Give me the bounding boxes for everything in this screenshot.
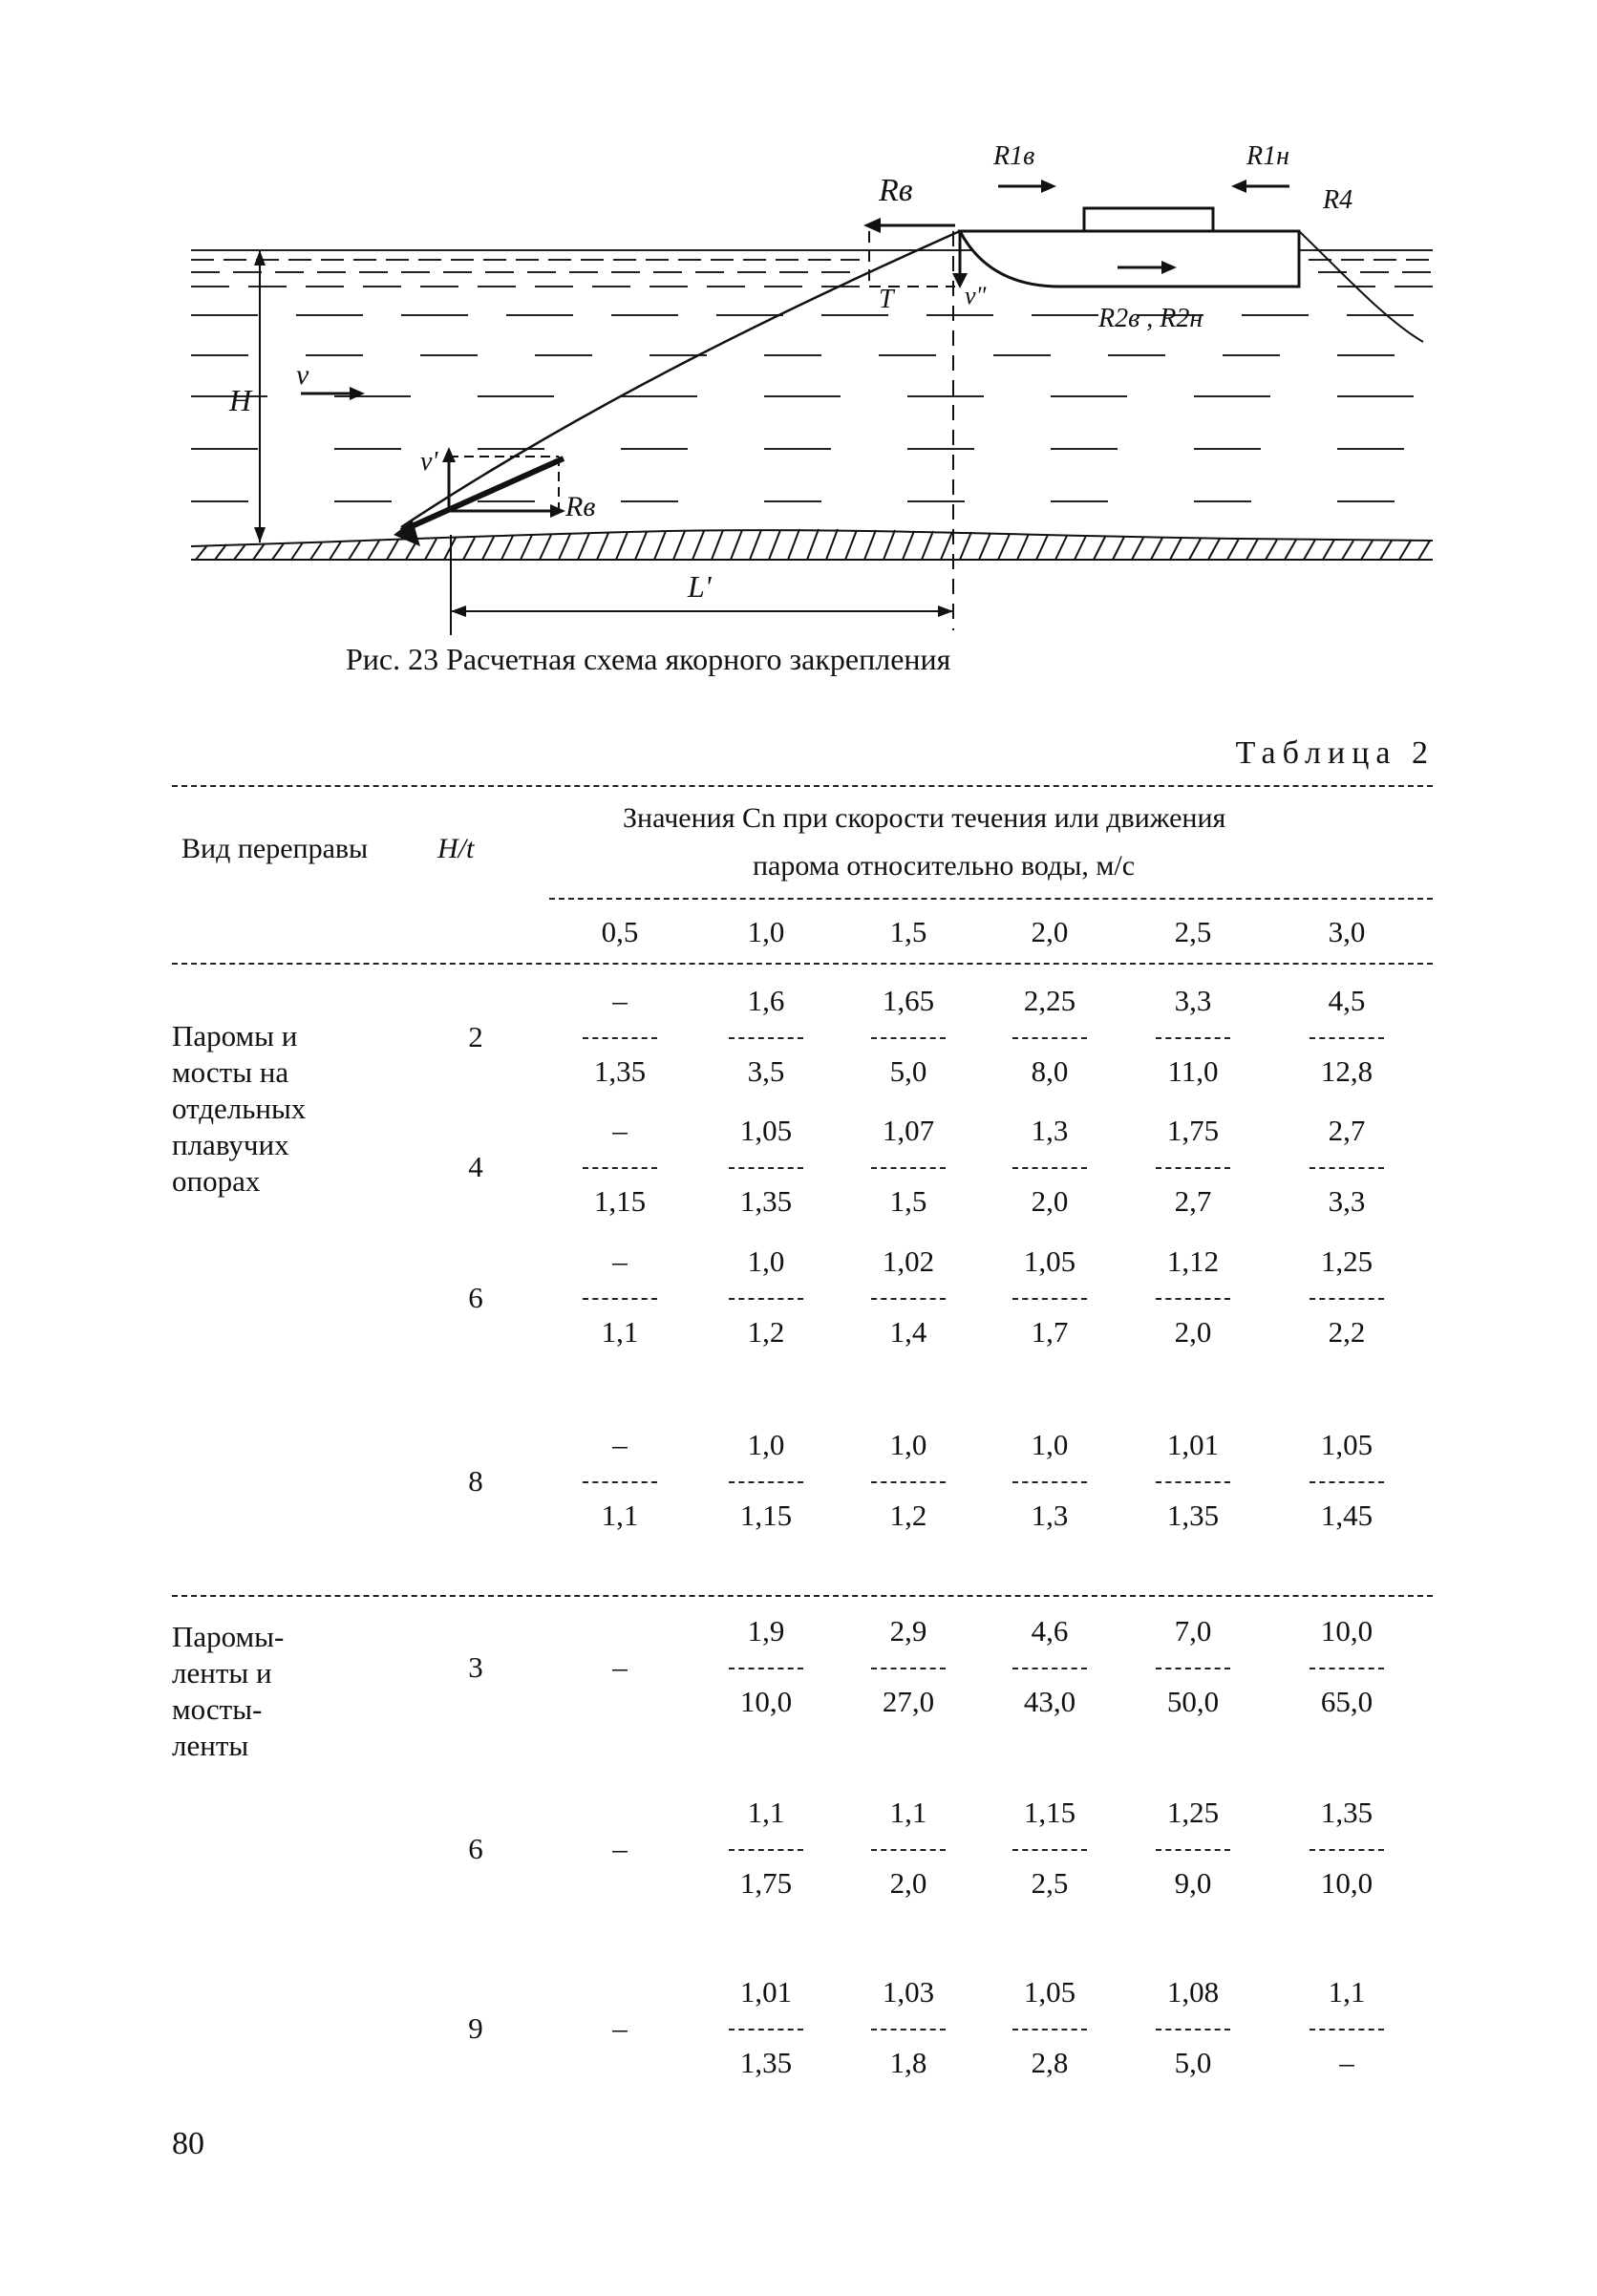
fraction-bar <box>1156 1668 1230 1669</box>
fraction-bar <box>1156 1298 1230 1300</box>
ferry-hull <box>960 208 1299 287</box>
fraction-numerator: 1,12 <box>1166 1244 1220 1278</box>
fraction-numerator: 1,0 <box>889 1428 927 1461</box>
speed-header: 0,5 <box>601 915 639 948</box>
fraction-denominator: 65,0 <box>1320 1685 1373 1718</box>
speed-header: 1,0 <box>747 915 785 948</box>
col-header-values-1: Значения Cn при скорости течения или движения <box>623 802 1226 834</box>
label-R2: R2в , R2н <box>1098 304 1203 333</box>
label-Rv: Rв <box>565 491 596 522</box>
figure-caption: Рис. 23 Расчетная схема якорного закрепления <box>346 642 951 676</box>
fraction-denominator: 1,35 <box>593 1054 647 1088</box>
fraction-numerator: 1,3 <box>1031 1114 1069 1147</box>
fraction-denominator: 1,4 <box>889 1315 927 1349</box>
fraction-numerator: 3,3 <box>1174 984 1212 1017</box>
fraction-numerator: 2,9 <box>889 1614 927 1648</box>
fraction-denominator: 1,2 <box>747 1315 785 1349</box>
col-header-kind: Вид переправы <box>181 833 369 864</box>
fraction-denominator: 1,2 <box>889 1499 927 1532</box>
fraction-numerator: 1,02 <box>882 1244 935 1278</box>
group-name-2: Паромы-ленты и мосты-ленты <box>172 1620 285 1762</box>
group-name-1: Паромы и мосты на отдельных плавучих опорах <box>172 1019 307 1198</box>
fraction-bar <box>583 1298 657 1300</box>
fraction-numerator: 10,0 <box>1320 1614 1373 1648</box>
fraction-bar <box>729 1167 803 1169</box>
fraction-denominator: 2,8 <box>1031 2046 1069 2079</box>
fraction-bar <box>1310 2029 1384 2030</box>
label-H: H <box>229 383 252 417</box>
fraction-numerator: 1,0 <box>747 1428 785 1461</box>
label-R4: R4 <box>1323 185 1353 215</box>
speed-header: 2,5 <box>1174 915 1212 948</box>
fraction-bar <box>1012 1849 1087 1851</box>
fraction-denominator: 27,0 <box>882 1685 935 1718</box>
fraction-denominator: 1,15 <box>739 1499 793 1532</box>
fraction-numerator: 1,08 <box>1166 1975 1220 2009</box>
fraction-numerator: 1,75 <box>1166 1114 1220 1147</box>
fraction-denominator: 9,0 <box>1174 1866 1212 1900</box>
fraction-numerator: 1,25 <box>1320 1244 1373 1278</box>
fraction-denominator: 1,3 <box>1031 1499 1069 1532</box>
fraction-numerator: 1,1 <box>747 1796 785 1829</box>
fraction-bar <box>729 1037 803 1039</box>
fraction-denominator: 2,7 <box>1174 1184 1212 1218</box>
fraction-bar <box>871 1167 946 1169</box>
fraction-bar <box>871 1037 946 1039</box>
label-RB: Rв <box>879 173 913 208</box>
fraction-numerator: 4,5 <box>1328 984 1366 1017</box>
fraction-bar <box>1310 1849 1384 1851</box>
fraction-bar <box>1012 2029 1087 2030</box>
fraction-denominator: 2,0 <box>889 1866 927 1900</box>
fraction-numerator: 1,65 <box>882 984 935 1017</box>
fraction-denominator: 10,0 <box>1320 1866 1373 1900</box>
fraction-bar <box>1310 1167 1384 1169</box>
row-ht: 6 <box>468 1832 483 1865</box>
fraction-bar <box>1156 1849 1230 1851</box>
fraction-denominator: 43,0 <box>1023 1685 1076 1718</box>
row-first-value: – <box>612 1832 628 1865</box>
fraction-bar <box>1310 1668 1384 1669</box>
label-T: T <box>879 285 894 314</box>
fraction-bar <box>583 1481 657 1483</box>
fraction-denominator: 10,0 <box>739 1685 793 1718</box>
fraction-denominator: 3,5 <box>747 1054 785 1088</box>
fraction-bar <box>871 1668 946 1669</box>
fraction-numerator: – <box>612 1428 628 1461</box>
fraction-denominator: 1,5 <box>889 1184 927 1218</box>
fraction-bar <box>1156 1481 1230 1483</box>
fraction-numerator: – <box>612 984 628 1017</box>
fraction-numerator: 4,6 <box>1031 1614 1069 1648</box>
fraction-bar <box>1012 1037 1087 1039</box>
fraction-denominator: 5,0 <box>889 1054 927 1088</box>
fraction-bar <box>583 1037 657 1039</box>
page-number: 80 <box>172 2126 204 2161</box>
row-first-value: – <box>612 1650 628 1684</box>
fraction-denominator: 1,1 <box>601 1315 639 1349</box>
fraction-numerator: 1,05 <box>1023 1244 1076 1278</box>
label-v: v <box>296 359 309 391</box>
fraction-denominator: 1,35 <box>1166 1499 1220 1532</box>
fraction-bar <box>871 1481 946 1483</box>
table-top-rule <box>172 785 1433 787</box>
fraction-numerator: 2,7 <box>1328 1114 1366 1147</box>
fraction-numerator: 1,1 <box>889 1796 927 1829</box>
fraction-numerator: 1,6 <box>747 984 785 1017</box>
fraction-numerator: 1,01 <box>739 1975 793 2009</box>
fraction-bar <box>1012 1167 1087 1169</box>
fraction-bar <box>1310 1481 1384 1483</box>
row-ht: 2 <box>468 1020 483 1053</box>
fraction-numerator: 1,25 <box>1166 1796 1220 1829</box>
fraction-denominator: 1,7 <box>1031 1315 1069 1349</box>
fraction-numerator: 1,15 <box>1023 1796 1076 1829</box>
anchor-scheme-figure <box>0 0 1597 649</box>
fraction-denominator: 1,75 <box>739 1866 793 1900</box>
fraction-denominator: 1,45 <box>1320 1499 1373 1532</box>
fraction-denominator: 1,8 <box>889 2046 927 2079</box>
col-header-ht: H/t <box>437 833 475 864</box>
anchor-cable <box>401 231 960 527</box>
speed-header: 2,0 <box>1031 915 1069 948</box>
fraction-denominator: 11,0 <box>1167 1054 1219 1088</box>
fraction-bar <box>871 1849 946 1851</box>
fraction-denominator: 1,15 <box>593 1184 647 1218</box>
fraction-bar <box>1012 1298 1087 1300</box>
fraction-numerator: 1,35 <box>1320 1796 1373 1829</box>
fraction-denominator: 2,5 <box>1031 1866 1069 1900</box>
fraction-denominator: 2,0 <box>1031 1184 1069 1218</box>
fraction-numerator: 1,05 <box>1320 1428 1373 1461</box>
fraction-bar <box>1012 1668 1087 1669</box>
row-ht: 6 <box>468 1281 483 1314</box>
fraction-denominator: 1,35 <box>739 2046 793 2079</box>
fraction-bar <box>729 1298 803 1300</box>
row-first-value: – <box>612 2011 628 2045</box>
fraction-numerator: – <box>612 1114 628 1147</box>
fraction-numerator: – <box>612 1244 628 1278</box>
header-bottom-rule <box>172 963 1433 965</box>
fraction-denominator: 2,2 <box>1328 1315 1366 1349</box>
fraction-bar <box>871 1298 946 1300</box>
label-vp: v' <box>420 447 438 477</box>
fraction-bar <box>1310 1037 1384 1039</box>
fraction-numerator: 1,1 <box>1328 1975 1366 2009</box>
fraction-numerator: 1,9 <box>747 1614 785 1648</box>
row-ht: 8 <box>468 1464 483 1498</box>
label-R1v: R1в <box>993 141 1035 171</box>
row-ht: 9 <box>468 2011 483 2045</box>
fraction-denominator: – <box>1339 2046 1354 2079</box>
fraction-denominator: 50,0 <box>1166 1685 1220 1718</box>
fraction-bar <box>729 2029 803 2030</box>
fraction-bar <box>583 1167 657 1169</box>
fraction-numerator: 7,0 <box>1174 1614 1212 1648</box>
fraction-denominator: 12,8 <box>1320 1054 1373 1088</box>
seabed-hatching <box>196 529 1430 560</box>
speed-header: 1,5 <box>889 915 927 948</box>
fraction-bar <box>1156 1037 1230 1039</box>
fraction-bar <box>1012 1481 1087 1483</box>
col-header-values-2: парома относительно воды, м/с <box>753 850 1136 882</box>
fraction-denominator: 3,3 <box>1328 1184 1366 1218</box>
label-L: L' <box>688 569 712 604</box>
fraction-denominator: 8,0 <box>1031 1054 1069 1088</box>
fraction-numerator: 1,01 <box>1166 1428 1220 1461</box>
row-ht: 4 <box>468 1150 483 1183</box>
fraction-denominator: 1,1 <box>601 1499 639 1532</box>
label-vpp: v" <box>965 282 987 309</box>
fraction-numerator: 1,0 <box>747 1244 785 1278</box>
fraction-bar <box>1156 1167 1230 1169</box>
fraction-bar <box>729 1668 803 1669</box>
fraction-denominator: 1,35 <box>739 1184 793 1218</box>
fraction-bar <box>729 1849 803 1851</box>
row-ht: 3 <box>468 1650 483 1684</box>
fraction-numerator: 1,07 <box>882 1114 935 1147</box>
fraction-bar <box>871 2029 946 2030</box>
fraction-numerator: 1,03 <box>882 1975 935 2009</box>
fraction-bar <box>1310 1298 1384 1300</box>
fraction-numerator: 2,25 <box>1023 984 1076 1017</box>
fraction-bar <box>1156 2029 1230 2030</box>
fraction-numerator: 1,05 <box>739 1114 793 1147</box>
fraction-denominator: 2,0 <box>1174 1315 1212 1349</box>
fraction-bar <box>729 1481 803 1483</box>
label-R1n: R1н <box>1246 141 1289 171</box>
fraction-numerator: 1,0 <box>1031 1428 1069 1461</box>
speed-rule <box>549 898 1433 900</box>
speed-header: 3,0 <box>1328 915 1366 948</box>
fraction-numerator: 1,05 <box>1023 1975 1076 2009</box>
group-separator-rule <box>172 1595 1433 1597</box>
table-title: Таблица 2 <box>1235 735 1435 771</box>
fraction-denominator: 5,0 <box>1174 2046 1212 2079</box>
